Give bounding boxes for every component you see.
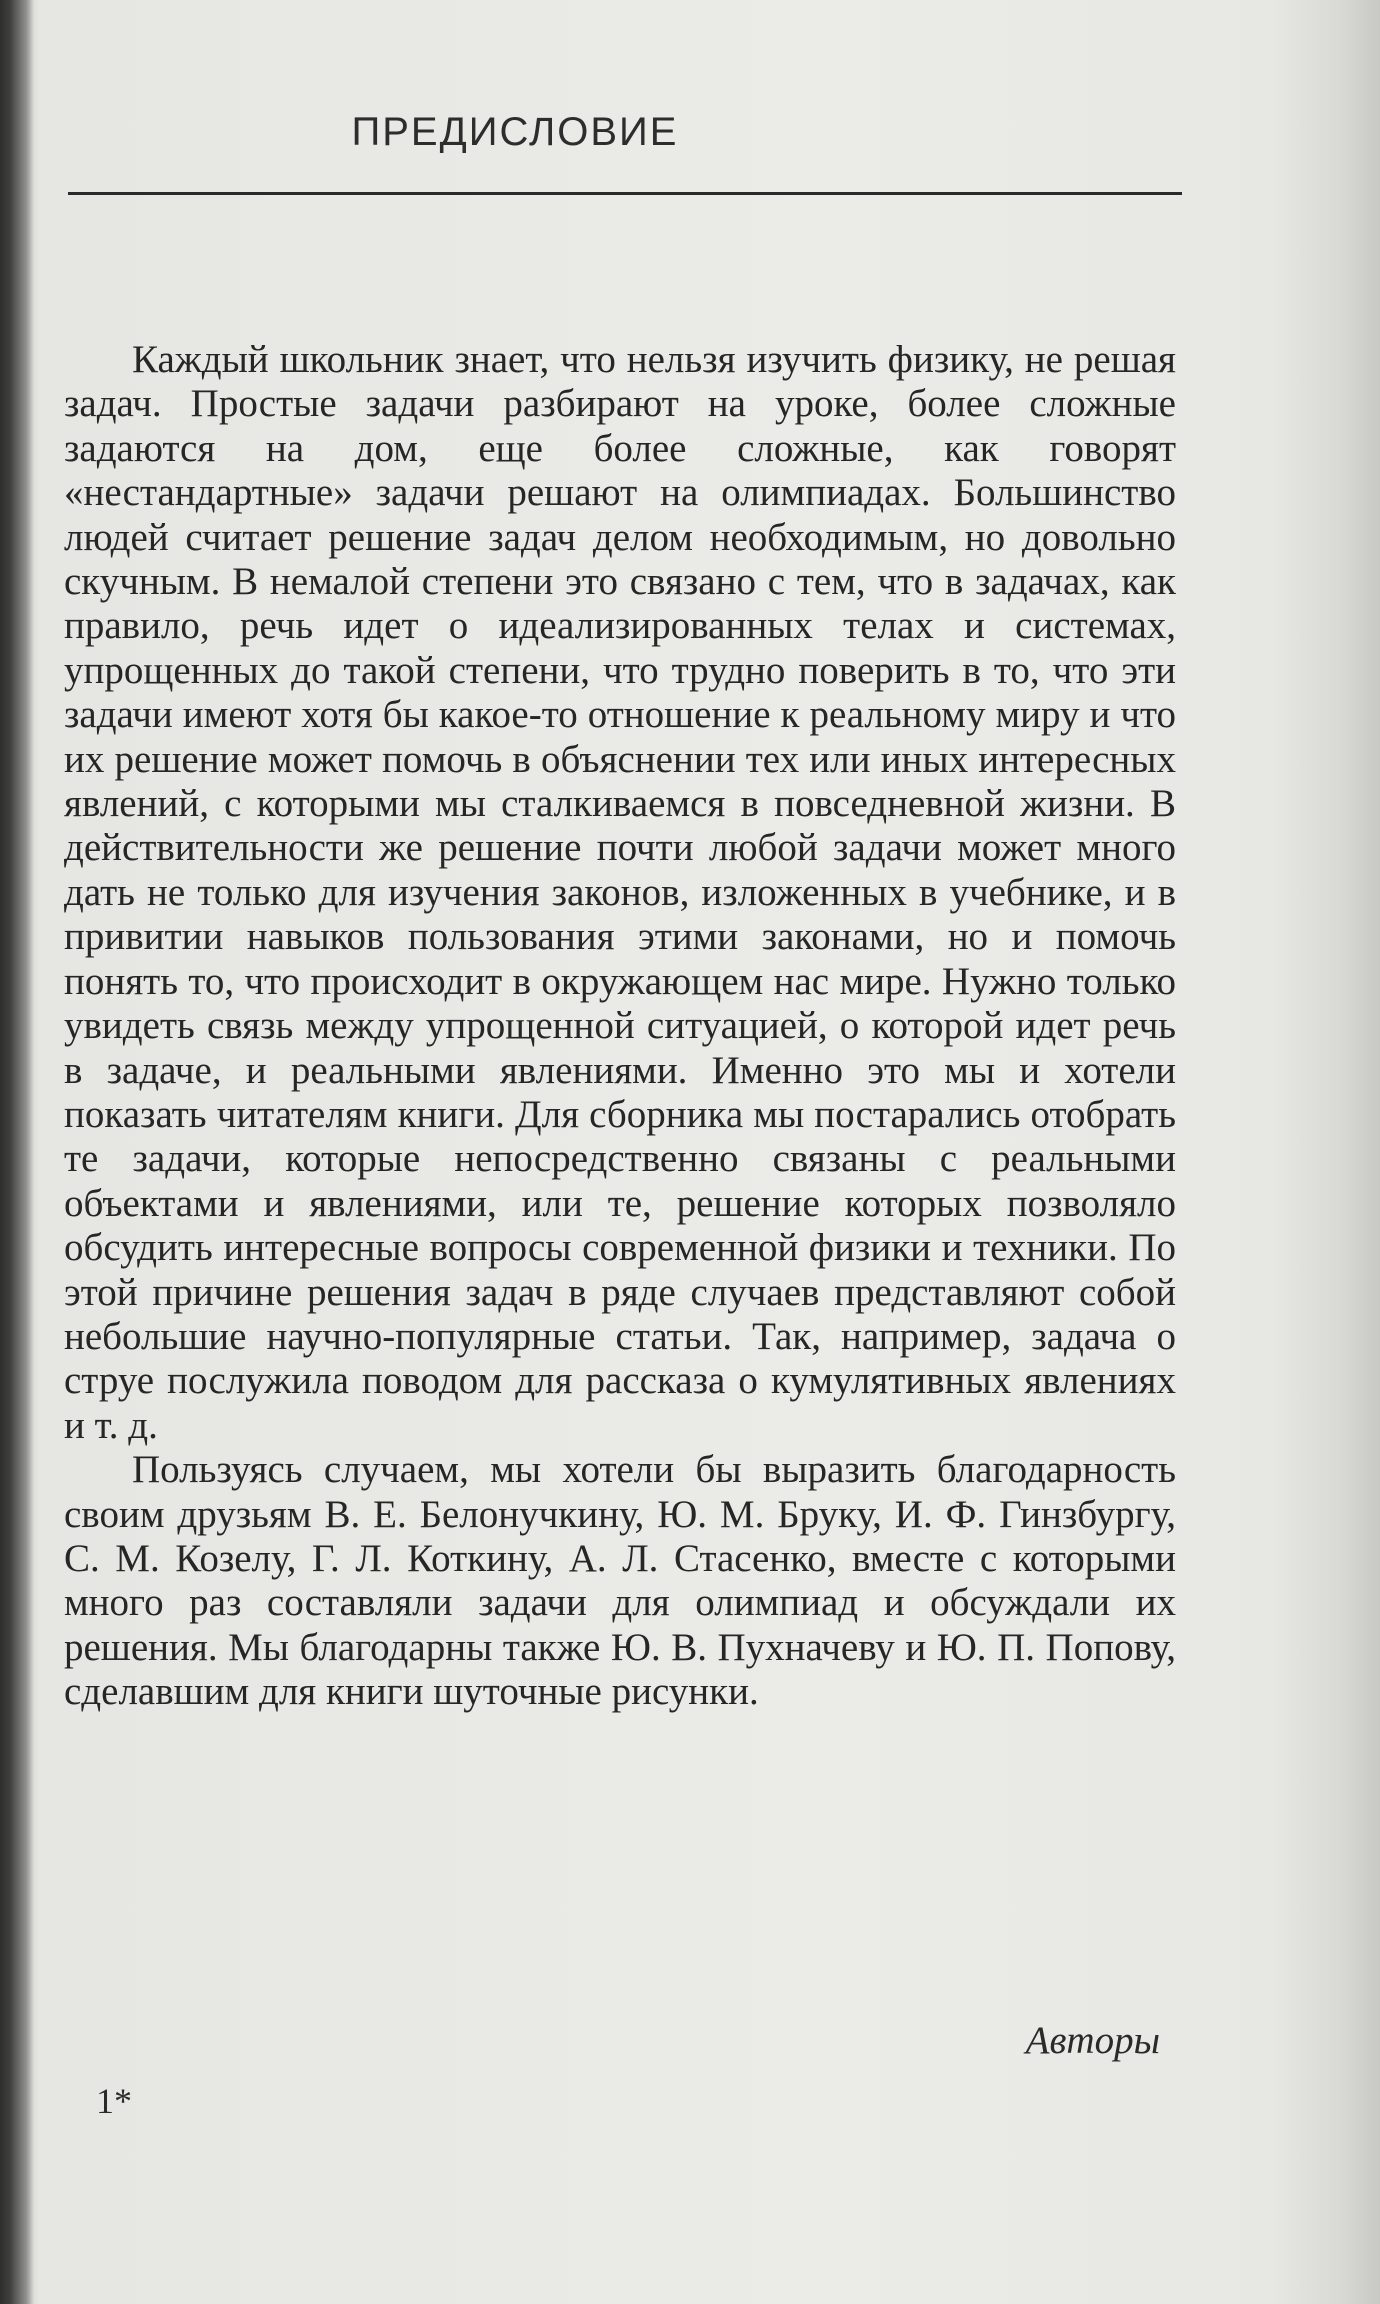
preface-body bbox=[64, 338, 1176, 1715]
page-title: ПРЕДИСЛОВИЕ bbox=[351, 110, 679, 154]
signature: Авторы bbox=[1025, 2019, 1160, 2062]
paragraph-1: Каждый школьник знает, что нельзя изучить физику, не решая задач. Простые задачи разбирают на уроке, более сложные задаются на дом, еще более сложные, как говорят «нестандартные» задачи решают на олимпиадах. Большинство людей считает решение задач делом необходимым, но довольно скучным. В немалой степени это связано с тем, что в задачах, как правило, речь идет о идеализированных телах и системах, упрощенных до такой степени, что трудно поверить в то, что эти задачи имеют хотя бы какое-то отношение к реальному миру и что их решение может помочь в объяснении тех или иных интересных явлений, с которыми мы сталкиваемся в повседневной жизни. В действительности же решение почти любой задачи может много дать не только для изучения законов, изложенных в учебнике, и в привитии навыков пользования этими законами, но и помочь понять то, что происходит в окружающем нас мире. Нужно только увидеть связь между упрощенной ситуацией, о которой идет речь в задаче, и реальными явлениями. Именно это мы и хотели показать читателям книги. Для сборника мы постарались отобрать те задачи, которые непосредственно связаны с реальными объектами и явлениями, или те, решение которых позволяло обсудить интересные вопросы современной физики и техники. По этой причине решения задач в ряде случаев представляют собой небольшие научно-популярные статьи. Так, например, задача о струе послужила поводом для рассказа о кумулятивных явлениях и т. д. bbox=[64, 338, 1176, 1447]
book-binding-shadow bbox=[0, 0, 34, 2304]
paragraph-2: Пользуясь случаем, мы хотели бы выразить благодарность своим друзьям В. Е. Белонучкину, Ю. М. Бруку, И. Ф. Гинзбургу, С. М. Козелу, Г. Л. Коткину, А. Л. Стасенко, вместе с которыми много раз составляли задачи для олимпиад и обсуждали их решения. Мы благодарны также Ю. В. Пухначеву и Ю. П. Попову, сделавшим для книги шуточные рисунки. bbox=[64, 1448, 1176, 1714]
sheet-mark: 1* bbox=[96, 2081, 132, 2121]
title-rule bbox=[68, 192, 1182, 195]
